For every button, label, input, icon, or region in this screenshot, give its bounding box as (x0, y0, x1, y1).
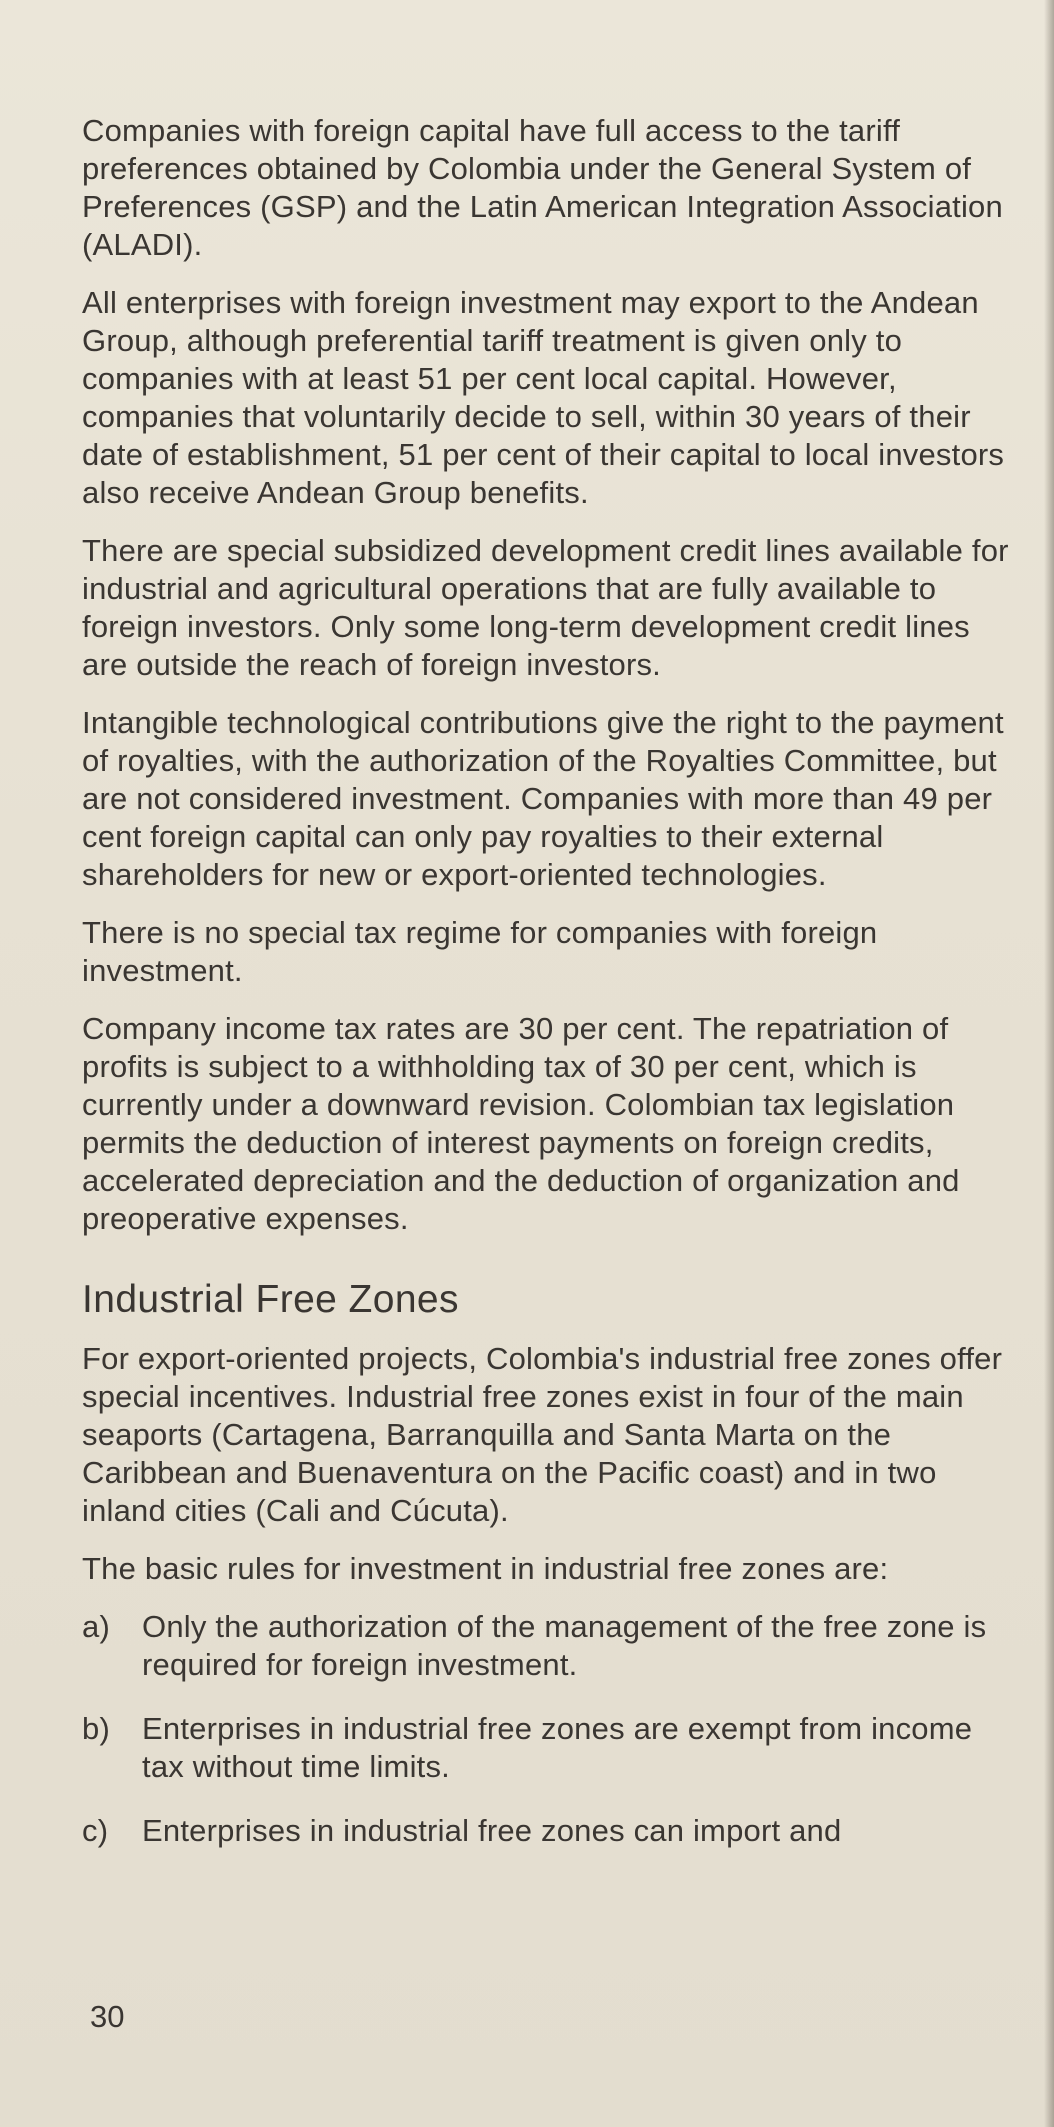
list-item-text: Only the authorization of the management of the free zone is required for foreign investment. (142, 1609, 987, 1682)
list-item (82, 1710, 1012, 1786)
paragraph-rules-intro: The basic rules for investment in industrial free zones are: (82, 1551, 889, 1586)
list-item (82, 1812, 1012, 1850)
list-item (82, 1608, 1012, 1684)
text-column (82, 112, 1012, 1876)
page-edge-shadow (1044, 0, 1054, 2127)
paragraph-free-zones-intro: For export-oriented projects, Colombia's industrial free zones offer special incentives. Industrial free zones exist in four of the main seaports (Cartagena, Barranquilla and Santa Marta on the Caribbean and Buenaventura on the Pacific coast) and in two inland cities (Cali and Cúcuta). (82, 1341, 1003, 1528)
page-number: 30 (90, 1999, 125, 2034)
section-heading: Industrial Free Zones (82, 1278, 459, 1321)
paragraph-income-tax: Company income tax rates are 30 per cent. The repatriation of profits is subject to a withholding tax of 30 per cent, which is currently under a downward revision. Colombian tax legislation permits the deduction of interest payments on foreign credits, accelerated depreciation and the deduction of organization and preoperative expenses. (82, 1011, 960, 1236)
paragraph-andean-group: All enterprises with foreign investment may export to the Andean Group, although preferential tariff treatment is given only to companies with at least 51 per cent local capital. However, companies that voluntarily decide to sell, within 30 years of their date of establishment, 51 per cent of their capital to local investors also receive Andean Group benefits. (82, 285, 1005, 510)
paragraph-credit-lines: There are special subsidized development credit lines available for industrial and agricultural operations that are fully available to foreign investors. Only some long-term development credit lines are outside the reach of foreign investors. (82, 533, 1009, 682)
paragraph-tax-regime: There is no special tax regime for companies with foreign investment. (82, 915, 878, 988)
list-item-text: Enterprises in industrial free zones are exempt from income tax without time limits. (142, 1711, 973, 1784)
list-item-text: Enterprises in industrial free zones can import and (142, 1813, 842, 1848)
list-marker: c) (82, 1813, 109, 1848)
paragraph-tariff-preferences: Companies with foreign capital have full access to the tariff preferences obtained by Colombia under the General System of Preferences (GSP) and the Latin American Integration Association (ALADI). (82, 113, 1003, 262)
list-marker: a) (82, 1609, 110, 1644)
paragraph-royalties: Intangible technological contributions give the right to the payment of royalties, with the authorization of the Royalties Committee, but are not considered investment. Companies with more than 49 per cent foreign capital can only pay royalties to their external shareholders for new or export-oriented technologies. (82, 705, 1004, 892)
list-marker: b) (82, 1711, 110, 1746)
